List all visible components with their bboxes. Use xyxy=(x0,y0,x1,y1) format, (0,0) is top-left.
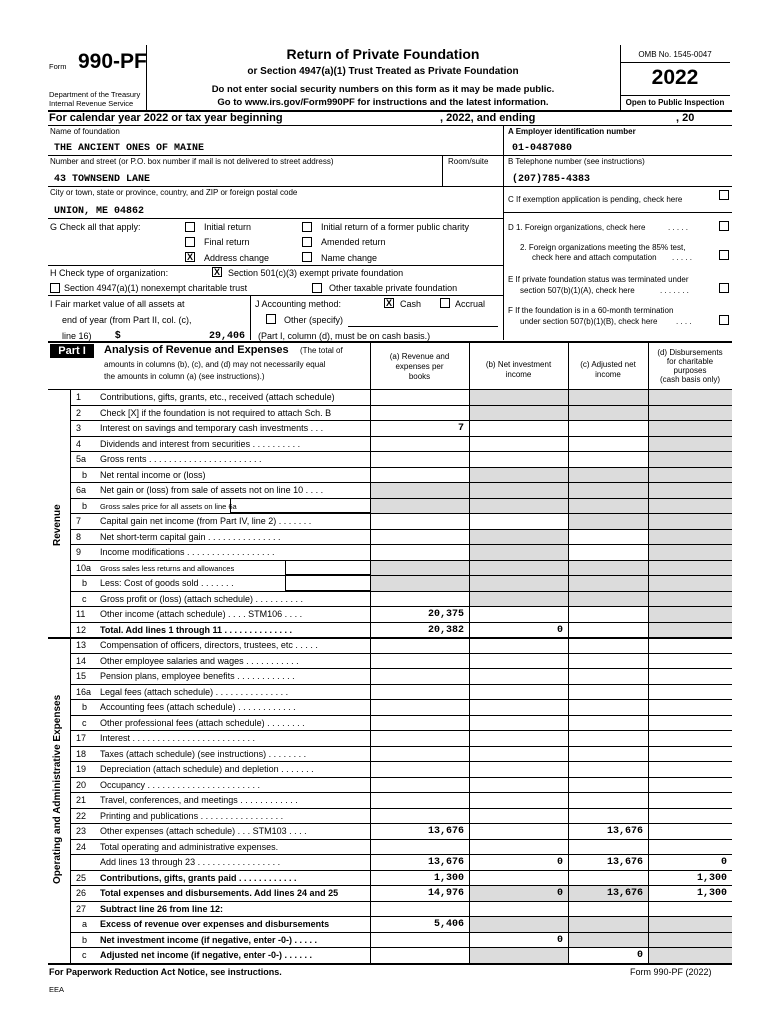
line-number: 27 xyxy=(76,903,87,914)
line-description: Depreciation (attach schedule) and depletion . . . . . . . xyxy=(100,764,314,774)
line-description: Income modifications . . . . . . . . . . . . . . . . . . xyxy=(100,547,275,557)
line-number: 10a xyxy=(76,562,92,573)
line-number: 5a xyxy=(76,454,87,464)
form-title: Return of Private Foundation xyxy=(286,46,480,62)
eea-mark: EEA xyxy=(49,985,65,994)
line-description: Capital gain net income (from Part IV, line 2) . . . . . . . xyxy=(100,516,312,526)
name-change-checkbox[interactable] xyxy=(302,252,312,262)
line-number: 13 xyxy=(76,640,87,650)
line-description: Total expenses and disbursements. Add lines 24 and 25 xyxy=(100,888,339,898)
foreign-org-checkbox[interactable] xyxy=(719,221,729,231)
fmv-value[interactable]: 29,406 xyxy=(208,331,245,342)
col-c-value[interactable]: 13,676 xyxy=(606,857,643,868)
paperwork-notice: For Paperwork Reduction Act Notice, see instructions. xyxy=(49,967,282,977)
col-a-h3: books xyxy=(408,372,431,381)
line-number: 16a xyxy=(76,686,92,697)
line-description: Net rental income or (loss) xyxy=(100,469,206,480)
accounting-method-label: J Accounting method: xyxy=(255,299,342,309)
omb-number: OMB No. 1545-0047 xyxy=(638,50,712,59)
line-description: Legal fees (attach schedule) . . . . . . . . . . . . . . . xyxy=(100,686,289,697)
4947-trust-label: Section 4947(a)(1) nonexempt charitable trust xyxy=(64,283,248,293)
col-a-value[interactable]: 13,676 xyxy=(427,826,464,837)
line-description: Total. Add lines 1 through 11 . . . . . . . . . . . . . . xyxy=(100,624,293,635)
line-number: 22 xyxy=(76,810,87,821)
line-description: Interest on savings and temporary cash investments . . . xyxy=(100,423,324,433)
line-description: Total operating and administrative expenses. xyxy=(100,841,279,852)
exemption-pending-checkbox[interactable] xyxy=(719,190,729,200)
h-label: H Check type of organization: xyxy=(50,268,169,278)
name-change-label: Name change xyxy=(321,253,378,263)
line-number: b xyxy=(82,934,88,945)
line-description: Subtract line 26 from line 12: xyxy=(100,903,224,914)
line-description: Net gain or (loss) from sale of assets not on line 10 . . . . xyxy=(100,485,324,495)
part-i-tag: Part I xyxy=(50,344,94,358)
city-label: City or town, state or province, country, and ZIP or foreign postal code xyxy=(50,188,298,197)
line-number: 6a xyxy=(76,485,87,495)
col-b-value[interactable]: 0 xyxy=(556,934,563,946)
line-description: Adjusted net income (if negative, enter -0-) . . . . . . xyxy=(100,950,313,960)
initial-public-charity-checkbox[interactable] xyxy=(302,222,312,232)
line-number: 24 xyxy=(76,841,87,852)
street-value[interactable]: 43 TOWNSEND LANE xyxy=(54,174,151,185)
col-d-h3: purposes xyxy=(673,366,707,375)
side-label-expenses: Operating and Administrative Expenses xyxy=(52,694,63,884)
line-number: 4 xyxy=(76,438,82,449)
line-description: Travel, conferences, and meetings . . . . . . . . . . . . xyxy=(100,795,298,805)
line-description: Accounting fees (attach schedule) . . . . . . . . . . . . xyxy=(100,702,296,712)
dept-line2: Internal Revenue Service xyxy=(49,99,134,108)
calendar-year-end: , 20 xyxy=(676,112,695,124)
form-footer-id: Form 990-PF (2022) xyxy=(630,967,712,977)
line-number: 3 xyxy=(76,423,82,433)
col-d-value[interactable]: 0 xyxy=(720,857,727,868)
accrual-label: Accrual xyxy=(455,299,486,309)
ein-value[interactable]: 01-0487080 xyxy=(512,143,573,154)
final-return-checkbox[interactable] xyxy=(185,237,195,247)
line-description: Add lines 13 through 23 . . . . . . . . . . . . . . . . . xyxy=(100,857,281,867)
line-number: 9 xyxy=(76,547,82,557)
line-description: Check [X] if the foundation is not required to attach Sch. B xyxy=(100,407,332,418)
calendar-year-label: For calendar year 2022 or tax year beginning xyxy=(49,112,283,124)
col-b-value[interactable]: 0 xyxy=(556,888,563,899)
d2-label-2: check here and attach computation xyxy=(532,253,657,262)
line-number: 11 xyxy=(76,609,86,619)
tax-year: 2022 xyxy=(651,66,699,89)
line-number: b xyxy=(82,702,88,712)
phone-value[interactable]: (207)785-4383 xyxy=(512,174,591,185)
60-month-checkbox[interactable] xyxy=(719,315,729,325)
line-description: Other income (attach schedule) . . . . STM106 . . . . xyxy=(100,609,303,619)
amended-return-checkbox[interactable] xyxy=(302,237,312,247)
part-i-title-note: (The total of xyxy=(300,346,343,355)
initial-return-label: Initial return xyxy=(204,222,252,232)
line-description: Net short-term capital gain . . . . . . . . . . . . . . . xyxy=(100,531,281,542)
line-description: Gross sales price for all assets on line 6a xyxy=(100,501,237,511)
line-description: Gross sales less returns and allowances xyxy=(100,563,235,573)
phone-label: B Telephone number (see instructions) xyxy=(508,157,645,166)
4947-trust-checkbox[interactable] xyxy=(50,283,60,293)
g-label: G Check all that apply: xyxy=(50,222,141,232)
col-b-value[interactable]: 0 xyxy=(556,857,563,868)
col-a-value[interactable]: 13,676 xyxy=(427,857,464,868)
other-taxable-label: Other taxable private foundation xyxy=(329,283,458,293)
fmv-label-3: line 16) xyxy=(62,331,92,341)
line-number: 8 xyxy=(76,531,82,542)
line-number: 19 xyxy=(76,764,87,774)
ssn-notice: Do not enter social security numbers on this form as it may be made public. xyxy=(211,84,555,95)
line-description: Excess of revenue over expenses and disbursements xyxy=(100,919,330,929)
col-d-value[interactable]: 1,300 xyxy=(696,872,727,884)
instructions-notice: Go to www.irs.gov/Form990PF for instructions and the latest information. xyxy=(217,97,549,108)
f-label-2: under section 507(b)(1)(B), check here xyxy=(520,317,658,326)
dept-line1: Department of the Treasury xyxy=(49,90,141,99)
line-number: 17 xyxy=(76,733,87,743)
col-c-value[interactable]: 13,676 xyxy=(606,826,643,837)
line-number: c xyxy=(82,593,87,604)
ein-label: A Employer identification number xyxy=(508,127,636,136)
form-number: 990-PF xyxy=(78,50,147,73)
line-description: Interest . . . . . . . . . . . . . . . . . . . . . . . . . xyxy=(100,733,256,743)
line-number: 18 xyxy=(76,748,87,759)
line-description: Printing and publications . . . . . . . . . . . . . . . . . xyxy=(100,810,284,821)
fmv-label-1: I Fair market value of all assets at xyxy=(50,299,185,309)
form-subtitle: or Section 4947(a)(1) Trust Treated as Private Foundation xyxy=(247,66,519,77)
line-number: 12 xyxy=(76,624,87,635)
col-a-value[interactable]: 20,375 xyxy=(427,609,464,620)
terminated-checkbox[interactable] xyxy=(719,283,729,293)
line-description: Other employee salaries and wages . . . . . . . . . . . xyxy=(100,655,299,666)
line-number: 26 xyxy=(76,888,87,898)
line-description: Other professional fees (attach schedule) . . . . . . . . xyxy=(100,717,305,728)
accrual-checkbox[interactable] xyxy=(440,298,450,308)
line-description: Other expenses (attach schedule) . . . STM103 . . . . xyxy=(100,826,307,836)
cash-label: Cash xyxy=(400,299,422,309)
col-c-h2: income xyxy=(595,370,621,379)
501c3-label: Section 501(c)(3) exempt private foundation xyxy=(228,268,404,278)
col-a-value[interactable]: 1,300 xyxy=(433,872,464,884)
f-label-1: F If the foundation is in a 60-month termination xyxy=(508,306,674,315)
line-number: 21 xyxy=(76,795,87,805)
foreign-85-checkbox[interactable] xyxy=(719,250,729,260)
col-b-h2: income xyxy=(505,370,532,379)
part-i-subtitle-1: amounts in columns (b), (c), and (d) may not necessarily equal xyxy=(104,360,326,369)
col-c-value[interactable]: 13,676 xyxy=(606,888,643,899)
form-word: Form xyxy=(49,62,67,71)
line-description: Occupancy . . . . . . . . . . . . . . . . . . . . . . . xyxy=(100,779,261,790)
line-number: c xyxy=(82,717,87,728)
initial-return-checkbox[interactable] xyxy=(185,222,195,232)
line-number: 2 xyxy=(76,407,82,418)
foundation-name[interactable]: THE ANCIENT ONES OF MAINE xyxy=(54,143,205,154)
calendar-and-ending: , 2022, and ending xyxy=(440,112,536,124)
line-number: b xyxy=(82,578,88,588)
line-number: a xyxy=(82,919,88,929)
line-number: 7 xyxy=(76,516,82,526)
col-d-h1: (d) Disbursements xyxy=(657,348,723,357)
line-number: 14 xyxy=(76,655,87,666)
address-change-checkbox[interactable]: X xyxy=(186,252,193,262)
line-description: Dividends and interest from securities . . . . . . . . . . xyxy=(100,438,301,449)
line-number: 23 xyxy=(76,826,87,836)
col-a-h1: (a) Revenue and xyxy=(389,352,450,361)
line-number: 20 xyxy=(76,779,87,790)
col-a-value[interactable]: 7 xyxy=(457,423,464,434)
col-d-h2: for charitable xyxy=(666,357,714,366)
foundation-name-label: Name of foundation xyxy=(50,127,120,136)
open-to-public: Open to Public Inspection xyxy=(625,98,725,107)
exemption-pending-label: C If exemption application is pending, check here xyxy=(508,195,683,204)
line-number: b xyxy=(82,500,88,511)
cash-checkbox[interactable]: X xyxy=(385,298,392,308)
col-a-value[interactable]: 5,406 xyxy=(433,919,464,930)
line-number: 1 xyxy=(76,392,82,402)
fmv-label-2: end of year (from Part II, col. (c), xyxy=(62,315,192,325)
fmv-dollar: $ xyxy=(115,330,121,341)
col-b-value[interactable]: 0 xyxy=(556,624,563,636)
other-method-label: Other (specify) xyxy=(284,315,344,325)
cash-basis-note: (Part I, column (d), must be on cash basis.) xyxy=(258,331,431,341)
col-a-value[interactable]: 14,976 xyxy=(427,888,464,899)
line-number: 25 xyxy=(76,872,87,883)
col-c-h1: (c) Adjusted net xyxy=(580,360,636,369)
amended-return-label: Amended return xyxy=(321,237,386,247)
line-description: Gross rents . . . . . . . . . . . . . . . . . . . . . . . xyxy=(100,454,262,464)
line-description: Taxes (attach schedule) (see instructions) . . . . . . . . xyxy=(100,748,307,759)
address-change-label: Address change xyxy=(204,253,270,263)
d2-label-1: 2. Foreign organizations meeting the 85% test, xyxy=(520,243,686,252)
city-value[interactable]: UNION, ME 04862 xyxy=(54,206,145,217)
part-i-title: Analysis of Revenue and Expenses xyxy=(104,344,289,356)
e-label-1: E If private foundation status was terminated under xyxy=(508,275,689,284)
initial-public-charity-label: Initial return of a former public charity xyxy=(321,222,470,232)
col-d-value[interactable]: 1,300 xyxy=(696,888,727,899)
side-label-revenue: Revenue xyxy=(52,504,63,546)
line-number: c xyxy=(82,950,87,960)
line-description: Gross profit or (loss) (attach schedule) . . . . . . . . . . xyxy=(100,593,304,604)
line-description: Contributions, gifts, grants, etc., received (attach schedule) xyxy=(100,392,335,402)
part-i-subtitle-2: the amounts in column (a) (see instructions).) xyxy=(104,372,265,381)
e-label-2: section 507(b)(1)(A), check here xyxy=(520,286,635,295)
other-method-checkbox[interactable] xyxy=(266,314,276,324)
col-b-h1: (b) Net investment xyxy=(485,360,552,369)
final-return-label: Final return xyxy=(204,237,250,247)
line-description: Net investment income (if negative, enter -0-) . . . . . xyxy=(100,934,318,945)
col-d-h4: (cash basis only) xyxy=(659,375,721,384)
line-number: b xyxy=(82,469,88,480)
col-a-h2: expenses per xyxy=(395,362,444,371)
other-taxable-checkbox[interactable] xyxy=(312,283,322,293)
line-number: 15 xyxy=(76,671,87,681)
line-description: Compensation of officers, directors, trustees, etc . . . . . xyxy=(100,640,318,650)
line-description: Less: Cost of goods sold . . . . . . . xyxy=(100,578,234,588)
street-label: Number and street (or P.O. box number if mail is not delivered to street address) xyxy=(50,157,334,166)
col-c-value[interactable]: 0 xyxy=(636,950,643,961)
room-suite-label: Room/suite xyxy=(448,157,489,166)
col-a-value[interactable]: 20,382 xyxy=(427,624,464,636)
line-description: Contributions, gifts, grants paid . . . . . . . . . . . . xyxy=(100,872,297,883)
line-description: Pension plans, employee benefits . . . . . . . . . . . . xyxy=(100,671,295,681)
501c3-checkbox[interactable]: X xyxy=(213,267,220,277)
d1-label: D 1. Foreign organizations, check here xyxy=(508,223,646,232)
